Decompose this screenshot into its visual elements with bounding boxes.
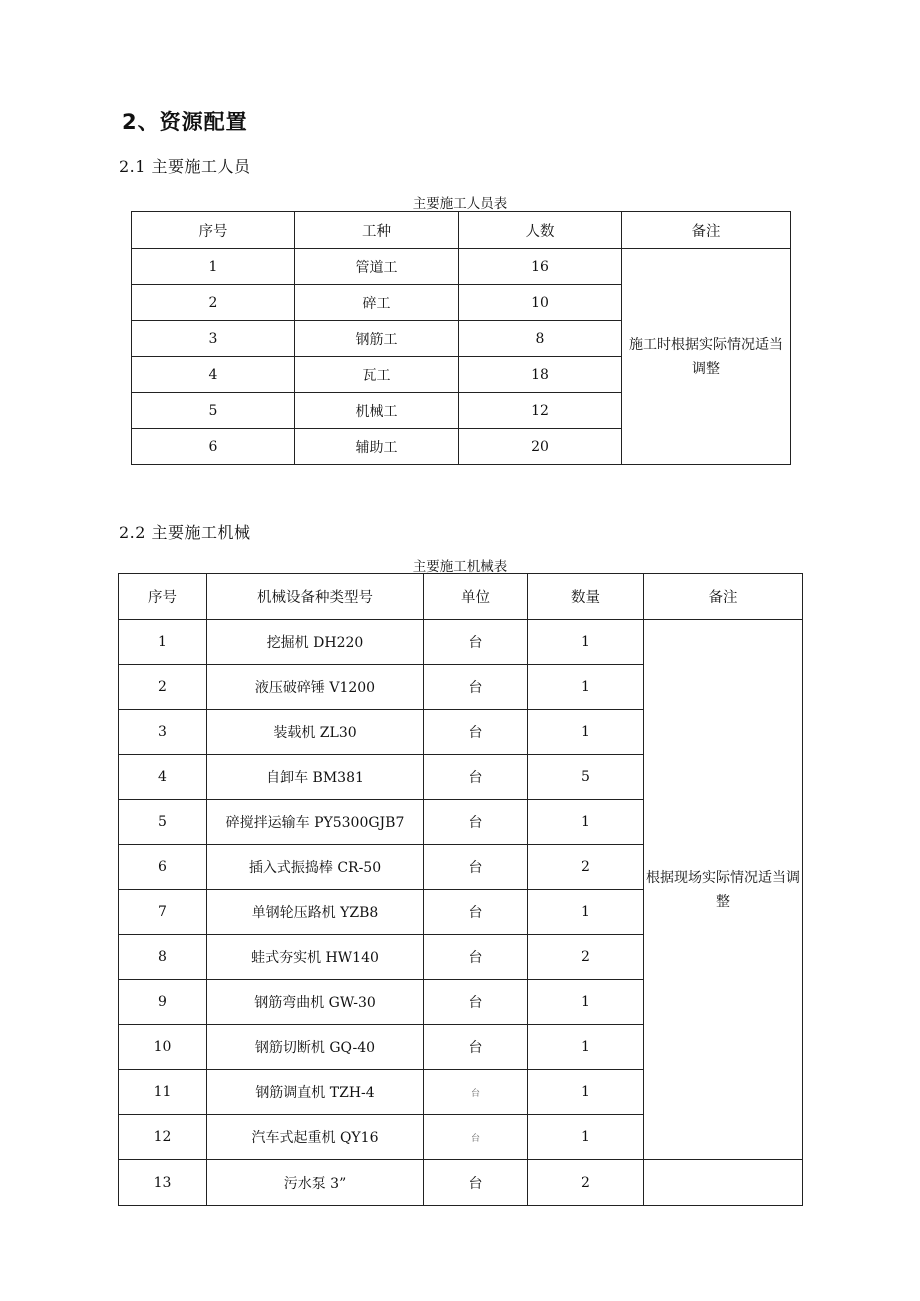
machine-name: 污水泵 3” [207, 1160, 424, 1206]
worker-type: 瓦工 [295, 357, 459, 393]
personnel-heading: 2.1 主要施工人员 [119, 157, 251, 176]
worker-count: 18 [459, 357, 622, 393]
machinery-last-note [644, 1160, 803, 1206]
personnel-note: 施工时根据实际情况适当调整 [622, 249, 791, 465]
personnel-caption: 主要施工人员表 [412, 196, 508, 212]
row-number: 3 [119, 710, 207, 755]
row-number: 4 [132, 357, 295, 393]
machine-name: 钢筋切断机 GQ-40 [207, 1025, 424, 1070]
machine-name: 液压破碎锤 V1200 [207, 665, 424, 710]
row-number: 5 [119, 800, 207, 845]
worker-type: 辅助工 [295, 429, 459, 465]
machine-qty: 2 [528, 935, 644, 980]
machine-name: 单钢轮压路机 YZB8 [207, 890, 424, 935]
row-number: 9 [119, 980, 207, 1025]
table-header-row [132, 212, 791, 249]
row-number: 3 [132, 321, 295, 357]
row-number: 6 [119, 845, 207, 890]
machine-qty: 1 [528, 1025, 644, 1070]
machine-unit: 台 [424, 665, 528, 710]
machine-name: 汽车式起重机 QY16 [207, 1115, 424, 1160]
row-number: 8 [119, 935, 207, 980]
personnel-table [131, 211, 791, 465]
machine-qty: 2 [528, 845, 644, 890]
machine-unit: 台 [424, 935, 528, 980]
row-number: 7 [119, 890, 207, 935]
machine-qty: 1 [528, 800, 644, 845]
machine-qty: 1 [528, 890, 644, 935]
row-number: 1 [119, 620, 207, 665]
header-cell: 数量 [528, 574, 644, 620]
machine-unit: 台 [424, 1115, 528, 1160]
machinery-heading: 2.2 主要施工机械 [119, 523, 251, 542]
machine-qty: 1 [528, 620, 644, 665]
header-cell: 备注 [622, 212, 791, 249]
header-cell: 序号 [132, 212, 295, 249]
machine-qty: 1 [528, 665, 644, 710]
worker-count: 10 [459, 285, 622, 321]
worker-type: 管道工 [295, 249, 459, 285]
machinery-caption: 主要施工机械表 [412, 559, 508, 575]
table-header-row [119, 574, 803, 620]
row-number: 5 [132, 393, 295, 429]
table-row [119, 1160, 803, 1206]
worker-count: 20 [459, 429, 622, 465]
row-number: 11 [119, 1070, 207, 1115]
header-cell: 单位 [424, 574, 528, 620]
worker-count: 16 [459, 249, 622, 285]
row-number: 13 [119, 1160, 207, 1206]
machine-unit: 台 [424, 620, 528, 665]
machinery-note: 根据现场实际情况适当调整 [644, 620, 803, 1160]
table-row [132, 249, 791, 285]
machine-unit: 台 [424, 755, 528, 800]
row-number: 1 [132, 249, 295, 285]
header-cell: 人数 [459, 212, 622, 249]
machine-name: 蛙式夯实机 HW140 [207, 935, 424, 980]
machine-qty: 1 [528, 1070, 644, 1115]
row-number: 2 [119, 665, 207, 710]
machine-unit: 台 [424, 710, 528, 755]
header-cell: 序号 [119, 574, 207, 620]
row-number: 12 [119, 1115, 207, 1160]
machine-name: 自卸车 BM381 [207, 755, 424, 800]
worker-count: 12 [459, 393, 622, 429]
worker-type: 钢筋工 [295, 321, 459, 357]
header-cell: 机械设备种类型号 [207, 574, 424, 620]
row-number: 6 [132, 429, 295, 465]
machine-qty: 1 [528, 980, 644, 1025]
machine-name: 碎搅拌运输车 PY5300GJB7 [207, 800, 424, 845]
machine-name: 钢筋弯曲机 GW-30 [207, 980, 424, 1025]
worker-type: 碎工 [295, 285, 459, 321]
machine-qty: 5 [528, 755, 644, 800]
machine-name: 装载机 ZL30 [207, 710, 424, 755]
machine-name: 插入式振捣棒 CR-50 [207, 845, 424, 890]
machine-qty: 1 [528, 1115, 644, 1160]
worker-type: 机械工 [295, 393, 459, 429]
machine-qty: 1 [528, 710, 644, 755]
machine-unit: 台 [424, 800, 528, 845]
row-number: 2 [132, 285, 295, 321]
section-title: 2、资源配置 [122, 110, 248, 134]
row-number: 4 [119, 755, 207, 800]
table-row [119, 620, 803, 665]
machine-unit: 台 [424, 845, 528, 890]
machine-unit: 台 [424, 1025, 528, 1070]
header-cell: 工种 [295, 212, 459, 249]
machine-unit: 台 [424, 890, 528, 935]
row-number: 10 [119, 1025, 207, 1070]
header-cell: 备注 [644, 574, 803, 620]
machine-qty: 2 [528, 1160, 644, 1206]
machine-unit: 台 [424, 980, 528, 1025]
machine-unit: 台 [424, 1160, 528, 1206]
machine-unit: 台 [424, 1070, 528, 1115]
worker-count: 8 [459, 321, 622, 357]
machine-name: 挖掘机 DH220 [207, 620, 424, 665]
machine-name: 钢筋调直机 TZH-4 [207, 1070, 424, 1115]
machinery-table [118, 573, 803, 1206]
